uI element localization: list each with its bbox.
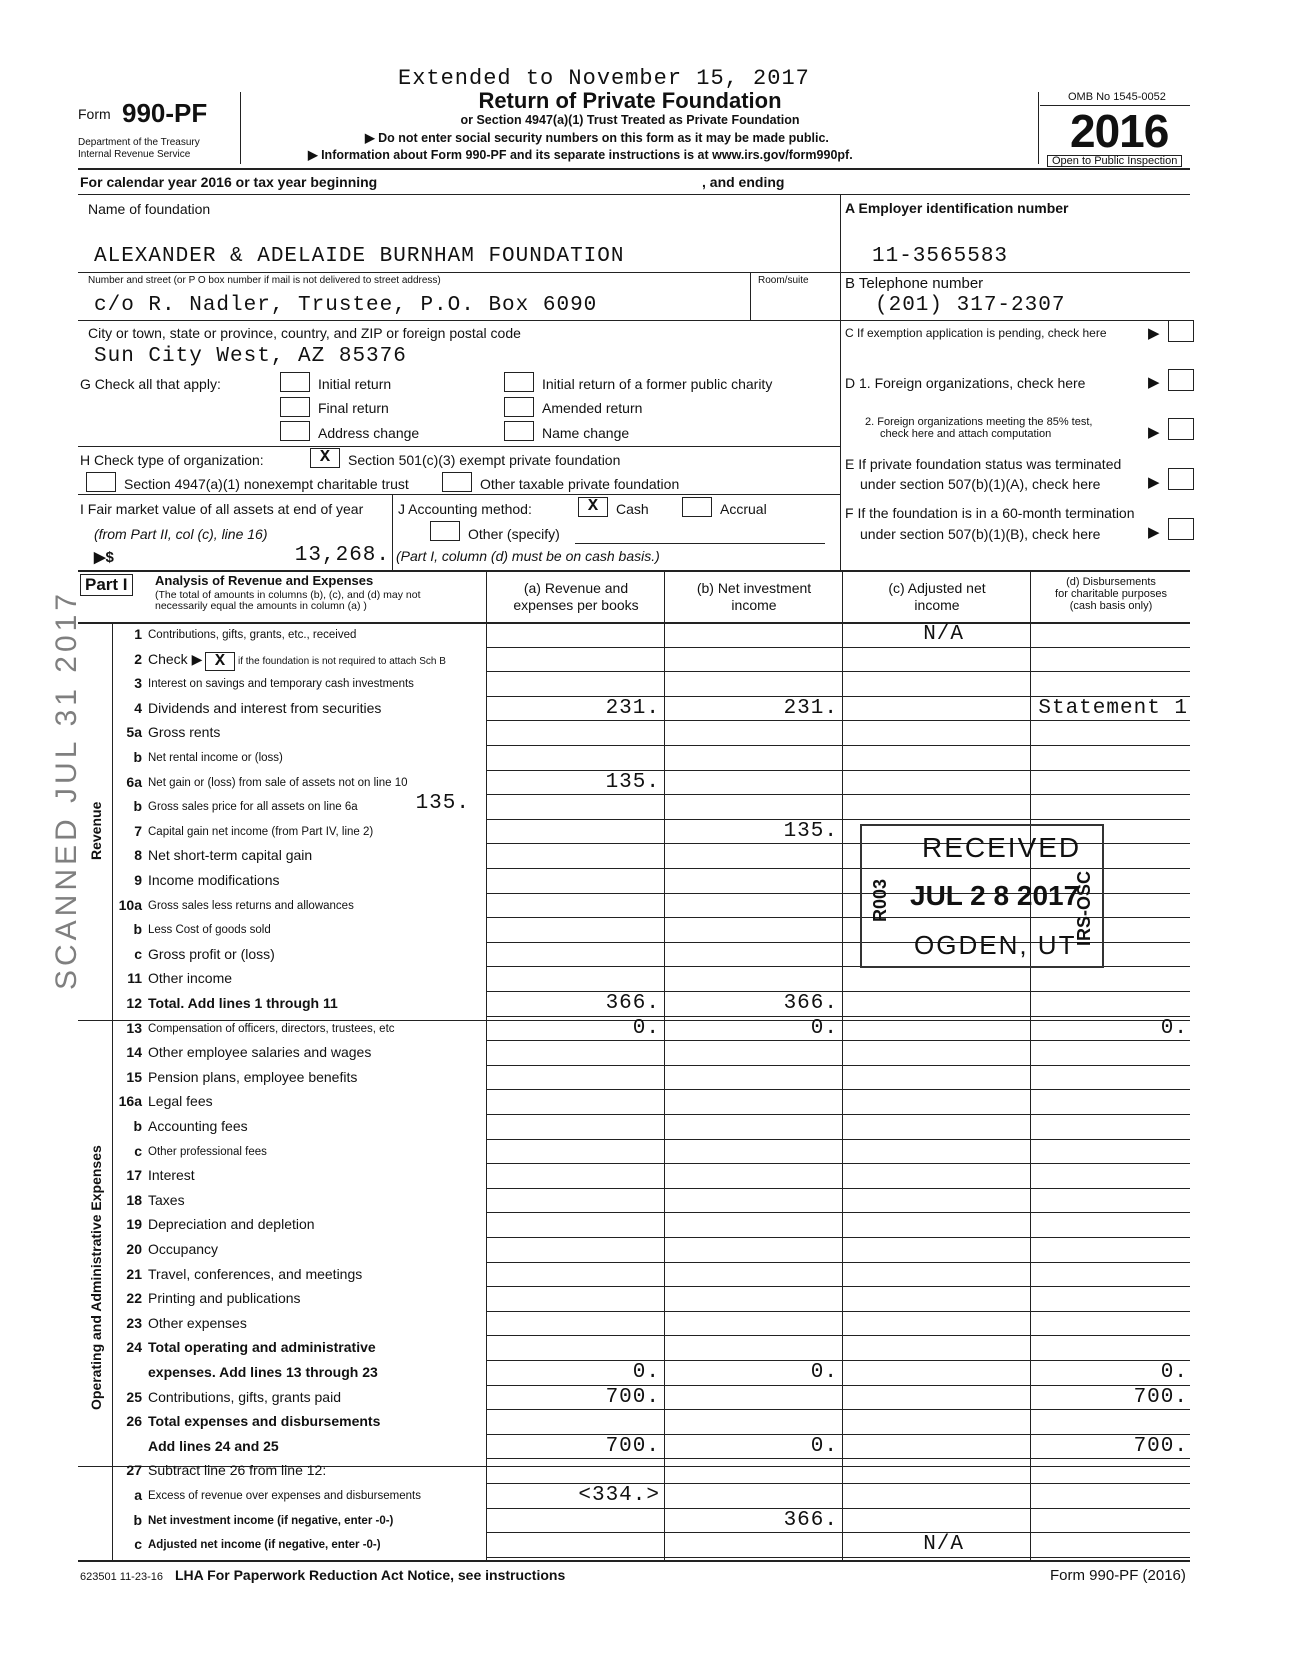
line-label: Travel, conferences, and meetings xyxy=(148,1265,363,1282)
amended-return-label: Amended return xyxy=(542,400,643,416)
line-label: Add lines 24 and 25 xyxy=(148,1437,279,1454)
phone-value: (201) 317-2307 xyxy=(875,294,1066,317)
sec4947-label: Section 4947(a)(1) nonexempt charitable trust xyxy=(124,476,409,492)
col-d-value[interactable]: 700. xyxy=(1133,1434,1188,1458)
arrow-icon: ▶ xyxy=(1148,424,1160,441)
row-divider xyxy=(486,1262,1190,1263)
line-number: 18 xyxy=(126,1191,142,1208)
col-d-line2: for charitable purposes xyxy=(1055,588,1167,600)
foundation-name: ALEXANDER & ADELAIDE BURNHAM FOUNDATION xyxy=(94,245,625,268)
row-divider xyxy=(486,1139,1190,1140)
line-label: Contributions, gifts, grants paid xyxy=(148,1388,341,1405)
col-c-header xyxy=(844,580,1030,614)
line-number: 6a xyxy=(126,773,142,790)
omb-number: OMB No 1545-0052 xyxy=(1068,91,1166,103)
col-d-line1: (d) Disbursements xyxy=(1066,576,1156,588)
form-subtitle: or Section 4947(a)(1) Trust Treated as Private Foundation xyxy=(460,113,800,127)
f-label-line2: under section 507(b)(1)(B), check here xyxy=(860,526,1101,542)
row-divider xyxy=(486,720,1190,721)
calendar-year-label: For calendar year 2016 or tax year beginning xyxy=(80,174,378,190)
line-number: 22 xyxy=(126,1290,142,1307)
row-divider xyxy=(486,1557,1190,1558)
line-label: Interest xyxy=(148,1167,195,1184)
i-fmv-label: I Fair market value of all assets at end of year xyxy=(80,501,364,517)
line-number: 1 xyxy=(134,626,142,642)
address-change-checkbox[interactable] xyxy=(280,421,310,441)
line-label: Occupancy xyxy=(148,1241,219,1257)
line-label: Other income xyxy=(148,970,233,987)
c-exemption-label: C If exemption application is pending, check here xyxy=(845,326,1107,340)
col-d-line3: (cash basis only) xyxy=(1069,600,1153,612)
row-divider xyxy=(486,1237,1190,1238)
line-label: Taxes xyxy=(148,1191,185,1208)
line-label: Other expenses xyxy=(148,1314,247,1331)
line-label: Net short-term capital gain xyxy=(148,847,313,864)
line2-checkbox[interactable]: X xyxy=(205,652,235,671)
sec501-checkbox[interactable]: X xyxy=(310,448,340,468)
line-label: Gross profit or (loss) xyxy=(148,945,275,962)
line-number: 7 xyxy=(134,822,142,839)
line-label: Gross rents xyxy=(148,724,221,741)
f-checkbox[interactable] xyxy=(1168,518,1194,540)
stamp-right-code: IRS-OSC xyxy=(1074,870,1094,946)
row-divider xyxy=(486,1311,1190,1312)
arrow-icon: ▶ xyxy=(1148,374,1160,391)
col-a-value[interactable]: 0. xyxy=(632,1016,660,1040)
line-number: 12 xyxy=(126,995,142,1011)
col-a-line1: (a) Revenue and xyxy=(523,580,629,596)
row-divider xyxy=(486,1040,1190,1041)
form-word: Form xyxy=(78,106,111,122)
row-divider xyxy=(486,647,1190,648)
foundation-name-label: Name of foundation xyxy=(88,201,211,217)
stamp-city: OGDEN, UT xyxy=(914,930,1077,960)
col-b-value[interactable]: 0. xyxy=(810,1361,838,1384)
extended-note: Extended to November 15, 2017 xyxy=(398,66,810,91)
line-number: b xyxy=(133,1118,142,1134)
name-change-label: Name change xyxy=(542,425,630,441)
line-label: Income modifications xyxy=(148,872,280,888)
stamp-date: JUL 2 8 2017 xyxy=(910,880,1080,911)
row-divider xyxy=(486,671,1190,672)
col-a-value[interactable]: 231. xyxy=(605,696,660,720)
line-label: Check ▶ xyxy=(148,650,203,667)
line-label: Less Cost of goods sold xyxy=(148,924,271,937)
row-divider xyxy=(486,745,1190,746)
footer-form: Form 990-PF (2016) xyxy=(1050,1567,1186,1584)
col-c-line1: (c) Adjusted net xyxy=(888,580,986,596)
line-number: 20 xyxy=(126,1241,142,1257)
col-a-value[interactable]: 135. xyxy=(605,770,660,794)
line-label: Total. Add lines 1 through 11 xyxy=(148,995,338,1011)
col-a-value[interactable]: 0. xyxy=(632,1361,660,1384)
line-label: Dividends and interest from securities xyxy=(148,699,382,716)
line-number: 27 xyxy=(126,1462,142,1479)
address-change-label: Address change xyxy=(318,425,420,441)
row-divider xyxy=(486,1335,1190,1336)
line-label: Gross sales less returns and allowances xyxy=(148,899,354,912)
line-number: 25 xyxy=(126,1388,142,1405)
e-label-line1: E If private foundation status was terminated xyxy=(845,456,1122,472)
line-number: 16a xyxy=(118,1093,142,1110)
line-number: 26 xyxy=(126,1413,142,1430)
expenses-section-label: Operating and Administrative Expenses xyxy=(88,1145,104,1410)
line-label: Printing and publications xyxy=(148,1290,301,1307)
line-number: 11 xyxy=(127,970,142,987)
line-number: 5a xyxy=(126,724,142,741)
col-b-value[interactable]: 231. xyxy=(783,696,838,720)
line-number: 10a xyxy=(118,896,142,913)
c-exemption-checkbox[interactable] xyxy=(1168,320,1194,342)
arrow-icon: ▶ xyxy=(1148,524,1160,541)
part-i-sub2: necessarily equal the amounts in column (a) ) xyxy=(155,600,367,612)
col-a-value[interactable]: 700. xyxy=(605,1385,660,1409)
g-check-label: G Check all that apply: xyxy=(80,376,221,392)
ssn-notice: ▶ Do not enter social security numbers on this form as it may be made public. xyxy=(365,131,829,145)
row-divider xyxy=(486,1212,1190,1213)
line-number: 17 xyxy=(126,1167,142,1184)
arrow-icon: ▶ xyxy=(1148,474,1160,491)
scanned-stamp: SCANNED JUL 31 2017 xyxy=(50,589,83,990)
line-number: c xyxy=(134,1536,142,1553)
col-b-value[interactable]: 366. xyxy=(783,992,838,1015)
final-return-checkbox[interactable] xyxy=(280,397,310,417)
initial-return-checkbox[interactable] xyxy=(280,372,310,392)
line-label: Excess of revenue over expenses and disbursements xyxy=(148,1490,421,1502)
city-label: City or town, state or province, country, and ZIP or foreign postal code xyxy=(88,325,521,341)
line-label: expenses. Add lines 13 through 23 xyxy=(148,1364,378,1380)
sec4947-checkbox[interactable] xyxy=(86,472,116,492)
revenue-section-label: Revenue xyxy=(88,801,104,860)
d2-label-line1: 2. Foreign organizations meeting the 85% test, xyxy=(865,416,1093,428)
line-label: Interest on savings and temporary cash investments xyxy=(148,678,414,691)
row-divider xyxy=(486,1163,1190,1164)
col-c-value[interactable]: N/A xyxy=(923,623,964,646)
room-suite-label: Room/suite xyxy=(758,275,809,286)
i-fmv-sub: (from Part II, col (c), line 16) xyxy=(94,526,268,542)
line-number: b xyxy=(133,921,142,938)
final-return-label: Final return xyxy=(318,400,389,416)
line-number: b xyxy=(133,798,142,815)
initial-return-label: Initial return xyxy=(318,376,392,392)
col-b-line1: (b) Net investment xyxy=(696,580,812,596)
phone-label: B Telephone number xyxy=(845,275,984,292)
col-d-value[interactable]: Statement 1 xyxy=(1038,696,1188,720)
col-b-line2: income xyxy=(731,597,777,613)
form-title: Return of Private Foundation xyxy=(478,88,782,113)
line-number: 9 xyxy=(134,872,142,888)
gross-sales-value[interactable]: 135. xyxy=(415,792,470,816)
line-number: c xyxy=(134,1142,142,1159)
other-specify-checkbox[interactable] xyxy=(430,521,460,541)
footer-lha: LHA For Paperwork Reduction Act Notice, see instructions xyxy=(175,1567,566,1583)
col-c-line2: income xyxy=(914,597,960,613)
d2-checkbox[interactable] xyxy=(1168,418,1194,440)
col-b-value[interactable]: 366. xyxy=(783,1508,838,1532)
row-divider xyxy=(486,1532,1190,1533)
line-label: Contributions, gifts, grants, etc., received xyxy=(148,629,357,641)
initial-former-checkbox[interactable] xyxy=(504,372,534,392)
line-label: Other professional fees xyxy=(148,1145,267,1158)
received-stamp xyxy=(860,824,1104,968)
line-number: 15 xyxy=(126,1068,142,1085)
street-label: Number and street (or P O box number if mail is not delivered to street address) xyxy=(88,275,441,286)
h-check-label: H Check type of organization: xyxy=(80,452,264,468)
line-label: Other employee salaries and wages xyxy=(148,1044,372,1061)
line-number: 23 xyxy=(126,1314,142,1331)
accrual-checkbox[interactable] xyxy=(682,497,712,517)
city-address: Sun City West, AZ 85376 xyxy=(94,345,407,368)
line-label: Legal fees xyxy=(148,1093,213,1110)
sec501-label: Section 501(c)(3) exempt private foundation xyxy=(348,452,621,468)
col-d-header xyxy=(1032,576,1190,612)
tax-year: 2016 xyxy=(1070,105,1169,157)
row-divider xyxy=(486,1508,1190,1509)
name-change-checkbox[interactable] xyxy=(504,421,534,441)
line-number: c xyxy=(134,945,142,962)
and-ending-label: , and ending xyxy=(702,174,785,190)
j-cash-basis-note: (Part I, column (d) must be on cash basis.) xyxy=(396,548,660,564)
ein-value: 11-3565583 xyxy=(872,245,1009,268)
stamp-received: RECEIVED xyxy=(922,832,1082,863)
line-number: a xyxy=(134,1487,142,1503)
line-number: 21 xyxy=(126,1265,142,1282)
form-number: 990-PF xyxy=(122,98,208,128)
col-b-value[interactable]: 135. xyxy=(783,819,838,843)
col-a-value[interactable]: 366. xyxy=(605,992,660,1015)
footer-code: 623501 11-23-16 xyxy=(80,1571,163,1583)
line-number: 13 xyxy=(126,1019,142,1036)
irs-label: Internal Revenue Service xyxy=(78,149,191,160)
part-i-sub1: (The total of amounts in columns (b), (c), and (d) may not xyxy=(155,589,421,601)
row-divider xyxy=(486,794,1190,795)
part-i-title: Analysis of Revenue and Expenses xyxy=(155,573,374,588)
i-dollar: ▶$ xyxy=(94,549,114,566)
line-label: Compensation of officers, directors, trustees, etc xyxy=(148,1022,395,1035)
line2-note: if the foundation is not required to attach Sch B xyxy=(238,656,446,667)
f-label-line1: F If the foundation is in a 60-month termination xyxy=(845,505,1135,521)
col-d-value[interactable]: 0. xyxy=(1160,1016,1188,1040)
other-taxable-label: Other taxable private foundation xyxy=(480,476,680,492)
line-label: Accounting fees xyxy=(148,1118,248,1134)
row-divider xyxy=(486,1089,1190,1090)
line-number: 24 xyxy=(126,1339,142,1356)
amended-return-checkbox[interactable] xyxy=(504,397,534,417)
line-number: 3 xyxy=(134,675,142,692)
open-inspection: Open to Public Inspection xyxy=(1047,155,1182,167)
cash-checkbox[interactable]: X xyxy=(578,497,608,517)
row-divider xyxy=(486,1286,1190,1287)
line-label: Depreciation and depletion xyxy=(148,1216,315,1233)
line-label: Net rental income or (loss) xyxy=(148,752,283,764)
info-notice: ▶ Information about Form 990-PF and its separate instructions is at www.irs.gov/form990pf. xyxy=(308,148,853,162)
line-label: Gross sales price for all assets on line 6a xyxy=(148,801,358,814)
e-label-line2: under section 507(b)(1)(A), check here xyxy=(860,476,1101,492)
accrual-label: Accrual xyxy=(720,501,767,517)
row-divider xyxy=(486,1409,1190,1410)
part-i-badge: Part I xyxy=(80,574,133,596)
stamp-left-code: R003 xyxy=(870,878,890,922)
row-divider xyxy=(486,1065,1190,1066)
other-specify-label: Other (specify) xyxy=(468,526,560,542)
line-label: Capital gain net income (from Part IV, line 2) xyxy=(148,825,374,838)
col-b-header xyxy=(666,580,842,614)
col-b-value[interactable]: 0. xyxy=(810,1016,838,1040)
col-c-value[interactable]: N/A xyxy=(923,1533,964,1557)
line-number: 4 xyxy=(134,699,142,716)
line-label: Total expenses and disbursements xyxy=(148,1413,381,1430)
j-method-label: J Accounting method: xyxy=(398,501,532,517)
line-number: 19 xyxy=(126,1216,142,1233)
line-number: 14 xyxy=(126,1044,142,1061)
d1-checkbox[interactable] xyxy=(1168,369,1194,391)
col-d-value[interactable]: 700. xyxy=(1133,1385,1188,1409)
row-divider xyxy=(486,1188,1190,1189)
row-divider xyxy=(486,1458,1190,1459)
line-label: Pension plans, employee benefits xyxy=(148,1068,358,1085)
fmv-value: 13,268. xyxy=(294,544,390,567)
col-a-line2: expenses per books xyxy=(513,597,639,613)
cash-label: Cash xyxy=(616,501,649,517)
row-divider xyxy=(486,819,1190,820)
line-label: Total operating and administrative xyxy=(148,1339,376,1356)
e-checkbox[interactable] xyxy=(1168,468,1194,490)
ein-label: A Employer identification number xyxy=(845,200,1069,216)
line-label: Subtract line 26 from line 12: xyxy=(148,1462,327,1479)
other-taxable-checkbox[interactable] xyxy=(442,472,472,492)
dept-treasury: Department of the Treasury xyxy=(78,137,200,148)
row-divider xyxy=(486,1114,1190,1115)
line-label: Adjusted net income (if negative, enter -0-) xyxy=(148,1539,381,1552)
d1-label: D 1. Foreign organizations, check here xyxy=(845,375,1086,391)
col-a-value[interactable]: <334.> xyxy=(578,1484,660,1507)
street-address: c/o R. Nadler, Trustee, P.O. Box 6090 xyxy=(94,294,598,317)
col-a-value[interactable]: 700. xyxy=(605,1434,660,1458)
line-number: b xyxy=(133,1511,142,1528)
line-label: Net investment income (if negative, enter -0-) xyxy=(148,1514,394,1527)
line-label: Net gain or (loss) from sale of assets not on line 10 xyxy=(148,776,408,789)
line-number: 2 xyxy=(134,650,142,667)
d2-label-line2: check here and attach computation xyxy=(880,428,1052,440)
col-d-value[interactable]: 0. xyxy=(1160,1361,1188,1384)
col-a-header xyxy=(488,580,664,614)
arrow-icon: ▶ xyxy=(1148,325,1160,342)
initial-former-label: Initial return of a former public charity xyxy=(542,376,773,392)
line-number: b xyxy=(133,749,142,765)
col-b-value[interactable]: 0. xyxy=(810,1434,838,1458)
line-number: 8 xyxy=(134,847,142,864)
